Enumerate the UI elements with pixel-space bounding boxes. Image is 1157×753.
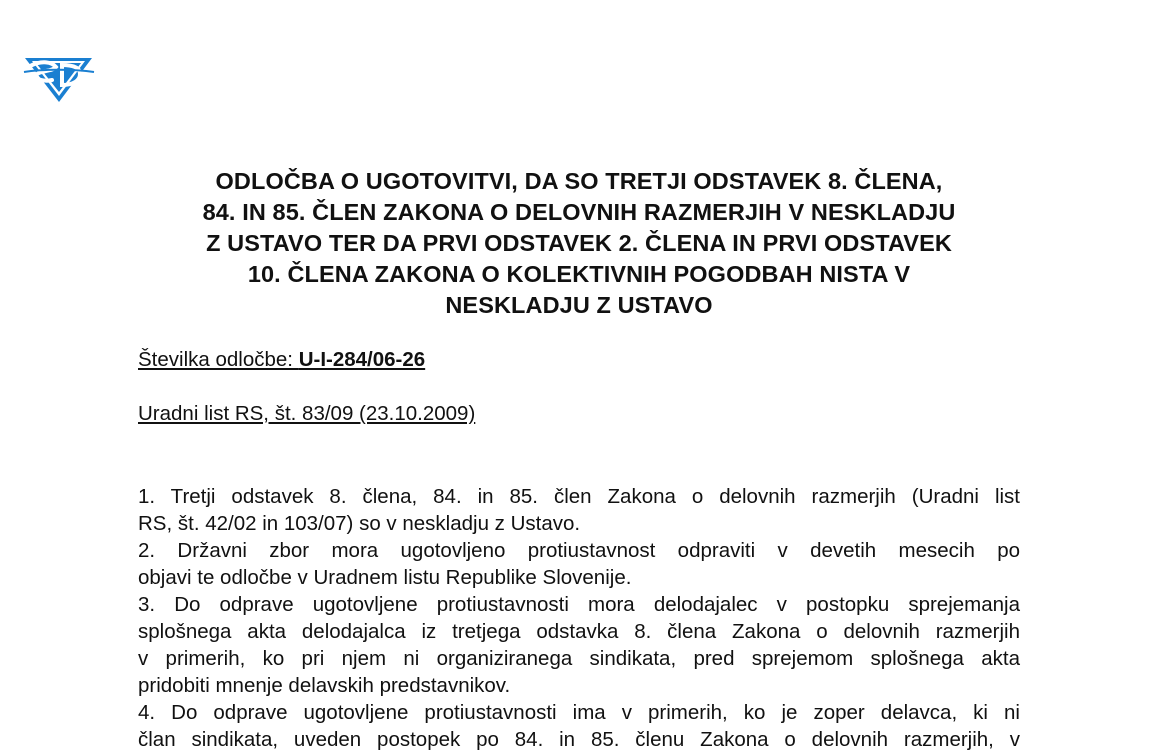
paragraph-4	[138, 699, 1020, 753]
paragraph-line: član sindikata, uveden postopek po 84. in 85. členu Zakona o delovnih razmerjih, v	[138, 728, 1020, 751]
decision-number-value: U-I-284/06-26	[298, 348, 426, 371]
title-line: 84. IN 85. ČLEN ZAKONA O DELOVNIH RAZMERJIH V NESKLADJU	[202, 199, 956, 225]
paragraph-line: 1. Tretji odstavek 8. člena, 84. in 85. člen Zakona o delovnih razmerjih (Uradni list	[138, 485, 1020, 508]
paragraph-line: RS, št. 42/02 in 103/07) so v neskladju z Ustavo.	[138, 512, 581, 535]
title-line: ODLOČBA O UGOTOVITVI, DA SO TRETJI ODSTAVEK 8. ČLENA,	[215, 168, 943, 194]
paragraph-line: 3. Do odprave ugotovljene protiustavnosti mora delodajalec v postopku sprejemanja	[138, 593, 1020, 616]
title-line: NESKLADJU Z USTAVO	[445, 292, 713, 318]
paragraph-line: objavi te odločbe v Uradnem listu Republike Slovenije.	[138, 566, 632, 589]
paragraph-line: v primerih, ko pri njem ni organiziranega sindikata, pred sprejemom splošnega akta	[138, 647, 1020, 670]
paragraph-line: splošnega akta delodajalca iz tretjega odstavka 8. člena Zakona o delovnih razmerjih	[138, 620, 1020, 643]
sd-shield-logo-icon	[22, 52, 96, 104]
paragraph-line: pridobiti mnenje delavskih predstavnikov.	[138, 674, 511, 697]
paragraph-line: 4. Do odprave ugotovljene protiustavnosti ima v primerih, ko je zoper delavca, ki ni	[138, 701, 1020, 724]
paragraph-3	[138, 591, 1020, 699]
gazette-reference: Uradni list RS, št. 83/09 (23.10.2009)	[138, 402, 476, 425]
decision-number	[138, 347, 425, 373]
document-title	[138, 166, 1020, 321]
document-body	[138, 483, 1020, 753]
title-line: 10. ČLENA ZAKONA O KOLEKTIVNIH POGODBAH NISTA V	[247, 261, 911, 287]
paragraph-1	[138, 483, 1020, 537]
paragraph-2	[138, 537, 1020, 591]
title-line: Z USTAVO TER DA PRVI ODSTAVEK 2. ČLENA IN PRVI ODSTAVEK	[206, 230, 952, 256]
decision-number-label: Številka odločbe:	[138, 348, 299, 371]
paragraph-line: 2. Državni zbor mora ugotovljeno protiustavnost odpraviti v devetih mesecih po	[138, 539, 1020, 562]
